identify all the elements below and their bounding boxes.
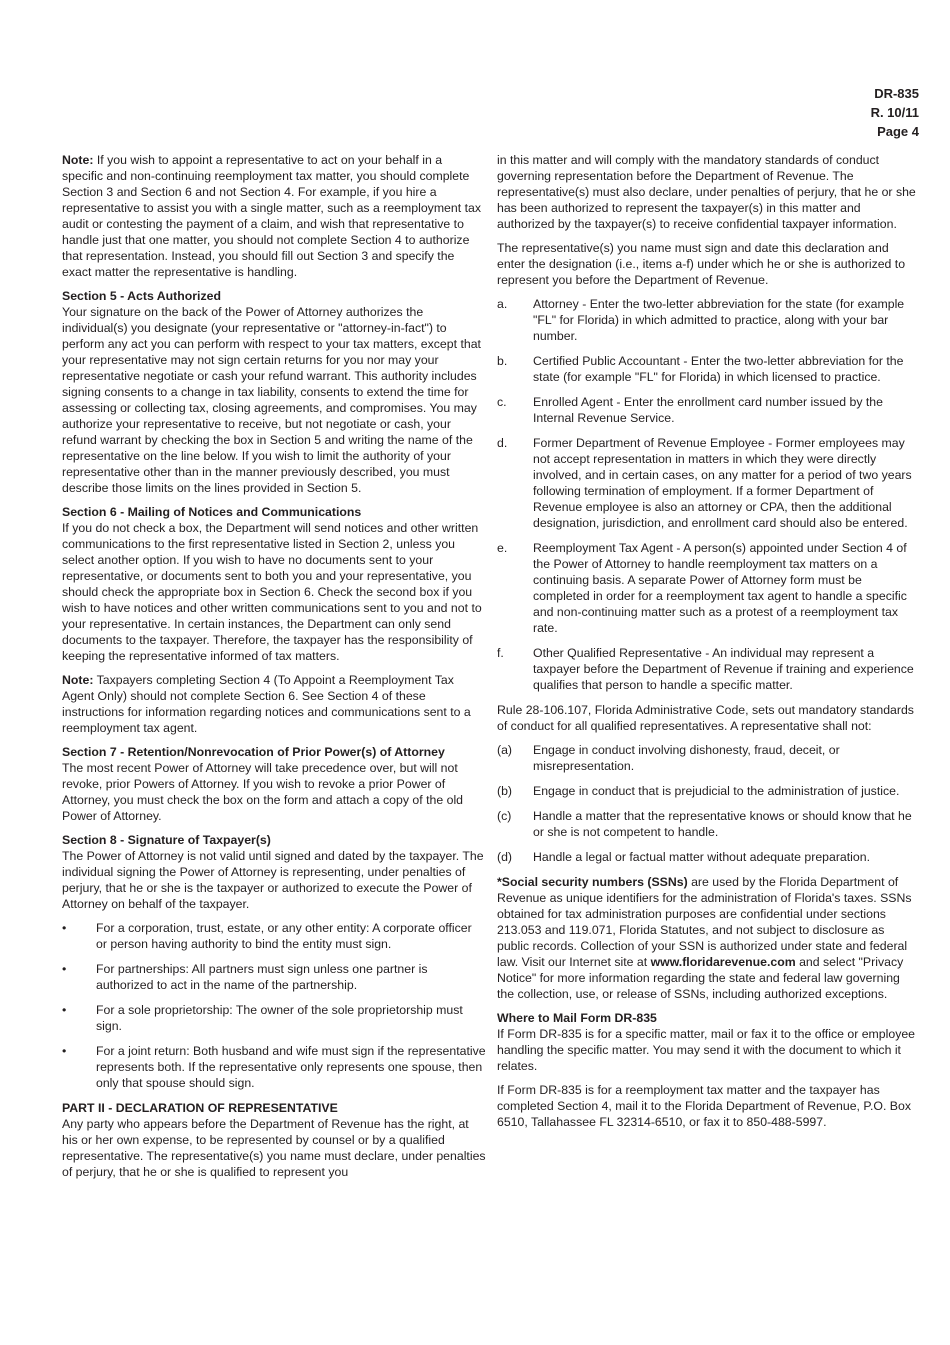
part-2 <box>62 1100 486 1180</box>
mailing-title: Where to Mail Form DR-835 <box>497 1011 657 1025</box>
list-item-text: Certified Public Accountant - Enter the two-letter abbreviation for the state (for example "FL" for Florida) in which licensed to practice. <box>533 354 904 384</box>
left-column <box>62 152 486 1188</box>
note-label: Note: <box>62 153 94 167</box>
list-item <box>62 920 486 952</box>
list-item <box>497 783 919 799</box>
designation-list <box>497 296 919 693</box>
note-specific-matter <box>62 152 486 280</box>
section-5-body: Your signature on the back of the Power of Attorney authorizes the individual(s) you designate (your representative or "attorney-in-fact") to perform any act you can perform with respect to your tax matters, except that your representative may not sign certain returns for you nor may your representative negotiate or cash your refund warrant. This authority includes signing consents to a change in tax liability, consents to extend the time for assessing or collecting tax, closing agreements, and compromises. You may authorize your representative to receive, but not negotiate or cash, your refund warrant by checking the box in Section 5 and writing the name of the representative on the line below. If you wish to limit the authority of your representative other than in the manner previously described, you must describe those limits on the lines provided in Section 5. <box>62 305 481 495</box>
website-link[interactable]: www.floridarevenue.com <box>650 955 796 969</box>
part-2-body: Any party who appears before the Department of Revenue has the right, at his or her own expense, to be represented by counsel or by a qualified representative. The representative(s) you name must declare, under penalties of perjury, that he or she is qualified to represent you <box>62 1117 486 1179</box>
form-number: DR-835 <box>874 86 919 101</box>
section-8-title: Section 8 - Signature of Taxpayer(s) <box>62 833 271 847</box>
list-item-text: Enrolled Agent - Enter the enrollment card number issued by the Internal Revenue Service. <box>533 395 883 425</box>
list-item <box>497 808 919 840</box>
note-text: Taxpayers completing Section 4 (To Appoint a Reemployment Tax Agent Only) should not complete Section 6. See Section 4 of these instructions for information regarding notices and communications sent to a reemployment tax agent. <box>62 673 471 735</box>
list-item <box>497 742 919 774</box>
list-item-text: Engage in conduct that is prejudicial to the administration of justice. <box>533 784 900 798</box>
bullet-mark: • <box>62 962 67 976</box>
list-item-label: e. <box>497 541 508 555</box>
mailing-reemployment: If Form DR-835 is for a reemployment tax matter and the taxpayer has completed Section 4, mail it to the Florida Department of Revenue, P.O. Box 6510, Tallahassee FL 32314-6510, or fax it to 850-488-5997. <box>497 1083 911 1129</box>
list-item-label: d. <box>497 436 508 450</box>
section-8-body: The Power of Attorney is not valid until signed and dated by the taxpayer. The individual signing the Power of Attorney is representing, under penalties of perjury, that he or she is the taxpayer or authorized to execute the Power of Attorney on behalf of the taxpayer. <box>62 849 484 911</box>
list-item <box>497 353 919 385</box>
section-7 <box>62 744 486 824</box>
sign-and-designate: The representative(s) you name must sign and date this declaration and enter the designation (i.e., items a-f) under which he or she is authorized to represent you before the Department of Revenue. <box>497 241 906 287</box>
list-item-label: (b) <box>497 784 513 798</box>
prohibition-list <box>497 742 919 865</box>
right-column <box>497 152 919 1138</box>
declaration-continued: in this matter and will comply with the mandatory standards of conduct governing representation before the Department of Revenue. The representative(s) must also declare, under penalties of perjury, that he or she has been authorized to represent the taxpayer(s) in this matter and authorized by the taxpayer(s) to receive confidential taxpayer information. <box>497 153 916 231</box>
list-item-text: Attorney - Enter the two-letter abbreviation for the state (for example "FL" for Florida) in which admitted to practice, along with your bar number. <box>533 297 905 343</box>
form-revision: R. 10/11 <box>870 105 919 120</box>
list-item-label: a. <box>497 297 508 311</box>
section-6-body: If you do not check a box, the Department will send notices and other written communications to the first representative listed in Section 2, unless you select another option. If you wish to have no documents sent to your representative, or documents sent to both you and your representative, you should check the appropriate box in Section 6. Check the second box if you wish to have notices and other written communications sent to you and not to your representative. In certain instances, the Department can only send documents to the taxpayer. Therefore, the taxpayer has the responsibility of keeping the representative informed of tax matters. <box>62 521 482 663</box>
form-header <box>871 84 919 141</box>
note-reemployment-agent <box>62 672 486 736</box>
section-5-title: Section 5 - Acts Authorized <box>62 289 221 303</box>
note-label: Note: <box>62 673 94 687</box>
list-item-text: Other Qualified Representative - An individual may represent a taxpayer before the Department of Revenue if training and experience qualifies that person to handle a specific matter. <box>533 646 914 692</box>
signature-bullet-list <box>62 920 486 1091</box>
list-item <box>497 394 919 426</box>
ssn-text: are used by the Florida Department of Revenue as unique identifiers for the administration of Florida's taxes. SSNs obtained for tax administration purposes are confidential under sections 213.053 and 119.071, Florida Statutes, and not subject to disclosure as public records. Collection of your SSN is authorized under state and federal law. Visit our Internet site at <box>497 875 912 969</box>
list-item <box>497 849 919 865</box>
section-6 <box>62 504 486 664</box>
bullet-mark: • <box>62 1003 67 1017</box>
section-6-title: Section 6 - Mailing of Notices and Communications <box>62 505 362 519</box>
list-item-label: (a) <box>497 743 513 757</box>
list-item <box>497 296 919 344</box>
mailing-instructions <box>497 1010 919 1074</box>
section-5 <box>62 288 486 496</box>
list-item <box>62 961 486 993</box>
section-8 <box>62 832 486 912</box>
list-item <box>497 435 919 531</box>
section-7-body: The most recent Power of Attorney will take precedence over, but will not revoke, prior Powers of Attorney. If you wish to revoke a prior Power of Attorney, you must check the box on the form and attach a copy of the old Power of Attorney. <box>62 761 464 823</box>
ssn-heading: *Social security numbers (SSNs) <box>497 875 688 889</box>
part-2-title: PART II - DECLARATION OF REPRESENTATIVE <box>62 1101 338 1115</box>
note-text: If you wish to appoint a representative to act on your behalf in a specific and non-continuing reemployment tax matter, you should complete Section 3 and Section 6 and not Section 4. For example, if you hire a representative to assist you with a single matter, such as a reemployment tax audit or contesting the payment of a claim, and wish that representative to handle just that one matter, you should not complete Section 4 to authorize that representation. Instead, you should fill out Section 3 and specify the exact matter the representative is handling. <box>62 153 481 279</box>
bullet-mark: • <box>62 1044 67 1058</box>
list-item <box>62 1043 486 1091</box>
list-item-text: Engage in conduct involving dishonesty, fraud, deceit, or misrepresentation. <box>533 743 840 773</box>
ssn-text-continued: and select "Privacy Notice" for more information regarding the state and federal law governing the collection, use, or release of SSNs, including authorized exceptions. <box>497 955 904 1001</box>
list-item-label: (d) <box>497 850 513 864</box>
list-item-label: b. <box>497 354 508 368</box>
list-item-text: For a joint return: Both husband and wife must sign if the representative represents both. If the representative only represents one spouse, then only that spouse should sign. <box>96 1044 486 1090</box>
list-item-text: Handle a matter that the representative knows or should know that he or she is not competent to handle. <box>533 809 912 839</box>
rule-statement: Rule 28-106.107, Florida Administrative Code, sets out mandatory standards of conduct for all qualified representatives. A representative shall not: <box>497 703 914 733</box>
list-item-text: Reemployment Tax Agent - A person(s) appointed under Section 4 of the Power of Attorney to handle reemployment tax matters on a continuing basis. A separate Power of Attorney form must be completed in order for a reemployment tax agent to handle a specific and non-continuing matter such as a protest of a reemployment tax rate. <box>533 541 907 635</box>
list-item-label: c. <box>497 395 507 409</box>
list-item-label: (c) <box>497 809 512 823</box>
list-item-text: Former Department of Revenue Employee - Former employees may not accept representation in matters in which they were directly involved, and in certain cases, on any matter for a period of two years following termination of employment. If a former Department of Revenue employee is also an attorney or CPA, then the additional designation, jurisdiction, and enrollment card should also be entered. <box>533 436 912 530</box>
list-item <box>62 1002 486 1034</box>
page-number: Page 4 <box>877 124 919 139</box>
ssn-notice <box>497 874 919 1002</box>
list-item-text: For partnerships: All partners must sign unless one partner is authorized to act in the name of the partnership. <box>96 962 428 992</box>
list-item-text: For a corporation, trust, estate, or any other entity: A corporate officer or person having authority to bind the entity must sign. <box>96 921 472 951</box>
list-item-text: For a sole proprietorship: The owner of the sole proprietorship must sign. <box>96 1003 463 1033</box>
list-item-label: f. <box>497 646 504 660</box>
list-item <box>497 540 919 636</box>
list-item <box>497 645 919 693</box>
bullet-mark: • <box>62 921 67 935</box>
mailing-specific-matter: If Form DR-835 is for a specific matter, mail or fax it to the office or employee handling the specific matter. You may send it with the document to which it relates. <box>497 1027 916 1073</box>
section-7-title: Section 7 - Retention/Nonrevocation of Prior Power(s) of Attorney <box>62 745 445 759</box>
list-item-text: Handle a legal or factual matter without adequate preparation. <box>533 850 871 864</box>
